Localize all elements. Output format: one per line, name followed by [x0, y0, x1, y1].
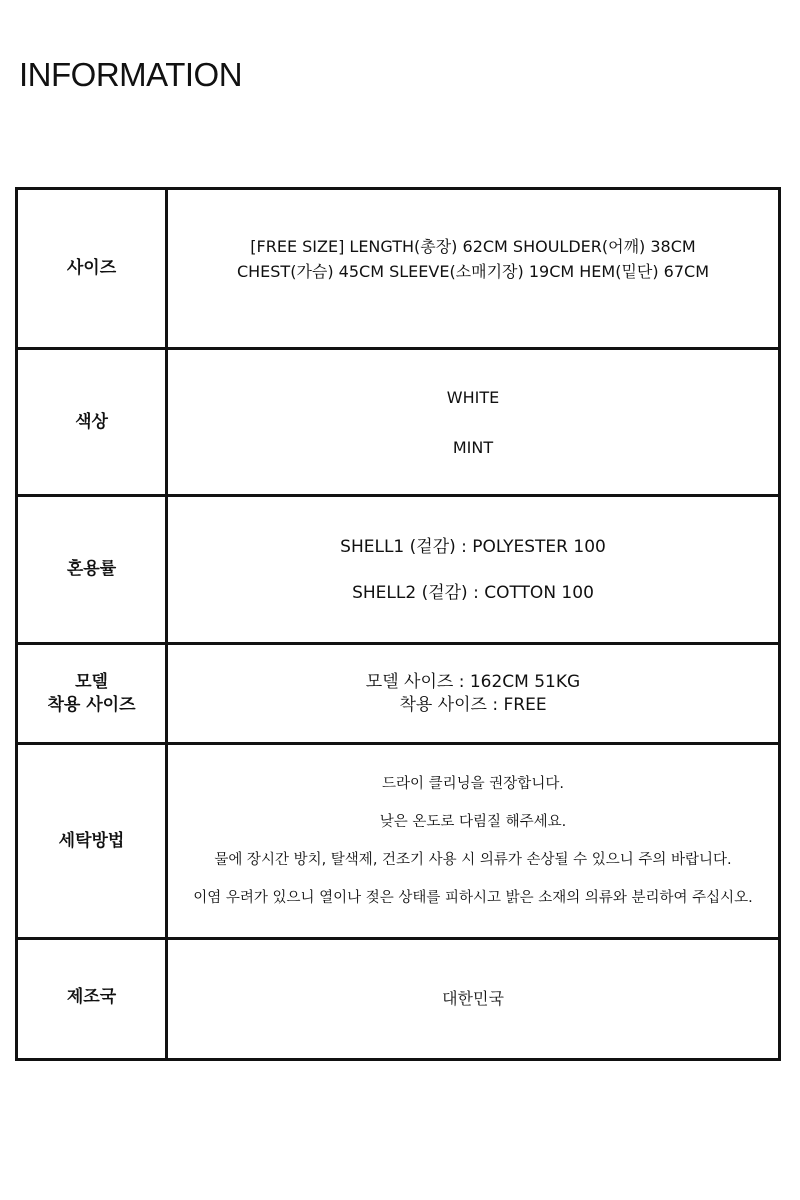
model-label-line-2: 착용 사이즈 — [47, 694, 136, 715]
color-option-mint: MINT — [452, 437, 494, 457]
washing-line-2: 낮은 온도로 다림질 해주세요. — [379, 814, 567, 830]
model-wearing-size-line: 착용 사이즈 : FREE — [399, 694, 547, 715]
color-option-white: WHITE — [446, 387, 500, 407]
color-label — [18, 350, 168, 494]
material-line-1: SHELL1 (겉감) : POLYESTER 100 — [340, 536, 606, 557]
size-label-text: 사이즈 — [66, 258, 117, 278]
model-label-line-1: 모델 — [75, 671, 108, 692]
table-row-color — [18, 350, 778, 497]
washing-label — [18, 745, 168, 937]
table-row-origin — [18, 940, 778, 1058]
washing-line-3: 물에 장시간 방치, 탈색제, 건조기 사용 시 의류가 손상될 수 있으니 주의 바랍니다. — [214, 852, 732, 868]
size-line-1: [FREE SIZE] LENGTH(총장) 62CM SHOULDER(어깨) 38CM — [250, 236, 696, 256]
color-label-text: 색상 — [75, 411, 108, 432]
washing-line-1: 드라이 클리닝을 권장합니다. — [382, 776, 564, 792]
page-title: INFORMATION — [19, 56, 243, 93]
washing-label-text: 세탁방법 — [58, 830, 125, 851]
material-label — [18, 497, 168, 642]
origin-value-text: 대한민국 — [442, 988, 504, 1008]
origin-value — [168, 940, 778, 1058]
material-line-2: SHELL2 (겉감) : COTTON 100 — [352, 582, 594, 603]
origin-label-text: 제조국 — [66, 986, 117, 1007]
size-label — [18, 190, 168, 347]
color-value — [168, 350, 778, 494]
size-value — [168, 190, 778, 347]
model-value — [168, 645, 778, 742]
origin-label — [18, 940, 168, 1058]
table-row-size — [18, 190, 778, 350]
size-line-2: CHEST(가슴) 45CM SLEEVE(소매기장) 19CM HEM(밑단) 67CM — [236, 261, 710, 281]
table-row-material — [18, 497, 778, 645]
product-info-table — [15, 187, 781, 1061]
material-label-text: 혼용률 — [66, 559, 117, 579]
material-value — [168, 497, 778, 642]
model-label — [18, 645, 168, 742]
model-size-line: 모델 사이즈 : 162CM 51KG — [365, 671, 581, 692]
table-row-washing — [18, 745, 778, 940]
table-row-model — [18, 645, 778, 745]
washing-value — [168, 745, 778, 937]
washing-line-4: 이염 우려가 있으니 열이나 젖은 상태를 피하시고 밝은 소재의 의류와 분리하여 주십시오. — [193, 890, 753, 906]
